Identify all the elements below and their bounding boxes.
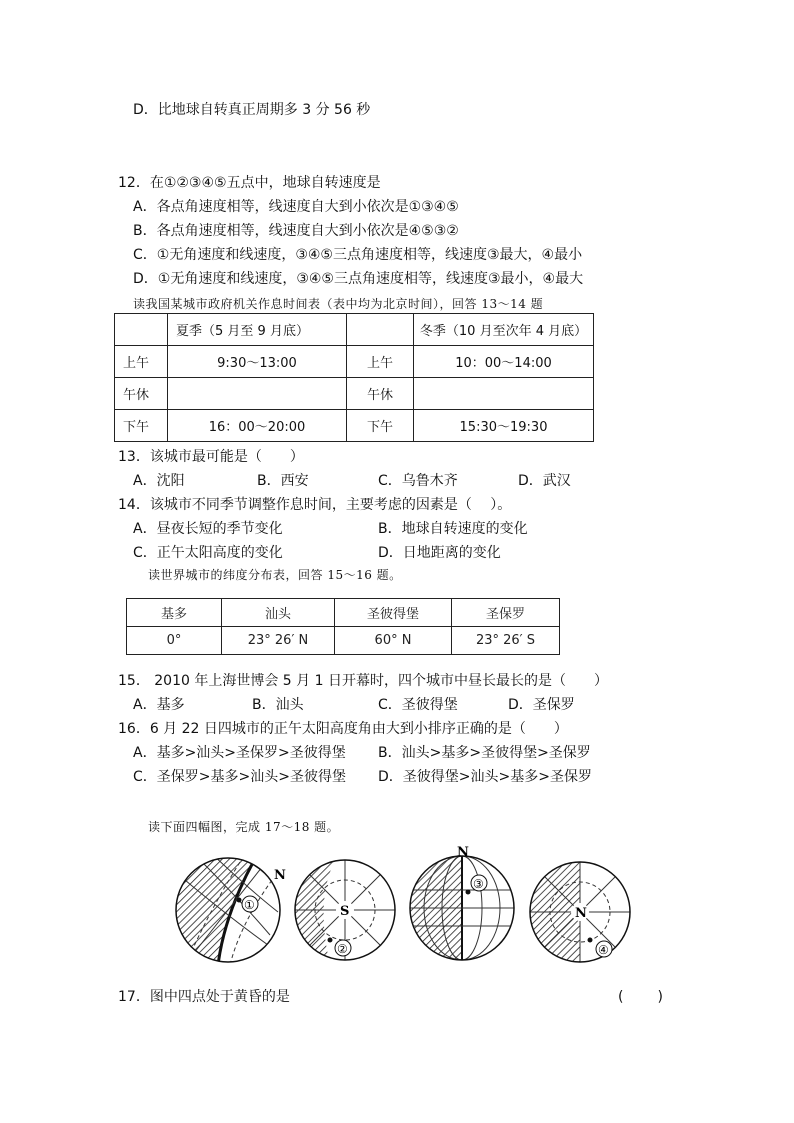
q16-option-d: D．圣彼得堡>汕头>基多>圣保罗: [378, 769, 592, 785]
q16-option-c: C．圣保罗>基多>汕头>圣彼得堡: [133, 769, 346, 785]
city-name: 基多: [127, 599, 222, 627]
table-row: [115, 314, 594, 346]
q12-option-c: C．①无角速度和线速度，③④⑤三点角速度相等，线速度③最大，④最小: [133, 247, 583, 263]
city-name: 圣保罗: [452, 599, 560, 627]
row-label: 下午: [347, 410, 414, 442]
q17-answer-bracket: ( ): [618, 989, 665, 1005]
q15-option-c: C．圣彼得堡: [378, 697, 458, 713]
city-latitude: 0°: [127, 627, 222, 655]
q12-stem: 12．在①②③④⑤五点中，地球自转速度是: [118, 175, 381, 191]
table-cell-empty: [347, 314, 414, 346]
summer-time: 9:30～13:00: [168, 346, 347, 378]
latitude-table: [126, 598, 560, 655]
globe-2: [295, 860, 395, 965]
q16-option-a: A．基多>汕头>圣保罗>圣彼得堡: [133, 745, 346, 761]
latitude-note: 读世界城市的纬度分布表，回答 15～16 题。: [148, 568, 402, 582]
globe-3-point-label: ③: [473, 877, 484, 891]
q15-option-a: A．基多: [133, 697, 185, 713]
q13-option-a: A．沈阳: [133, 473, 185, 489]
globe-1: [176, 850, 286, 965]
winter-time: 10：00～14:00: [414, 346, 594, 378]
figure-note: 读下面四幅图，完成 17～18 题。: [148, 820, 340, 834]
globe-3: [408, 845, 514, 964]
q15-option-b: B．汕头: [252, 697, 304, 713]
city-name: 圣彼得堡: [335, 599, 452, 627]
city-latitude: 60° N: [335, 627, 452, 655]
city-latitude: 23° 26′ S: [452, 627, 560, 655]
city-name: 汕头: [222, 599, 335, 627]
row-label: 午休: [115, 378, 168, 410]
globe-3-north-label: N: [457, 845, 469, 860]
q14-option-b: B．地球自转速度的变化: [378, 521, 528, 537]
q12-option-a: A．各点角速度相等，线速度自大到小依次是①③④⑤: [133, 199, 459, 215]
summer-header: 夏季（5 月至 9 月底）: [168, 314, 347, 346]
table-row: [127, 627, 560, 655]
q13-option-b: B．西安: [257, 473, 309, 489]
prev-option-d: D．比地球自转真正周期多 3 分 56 秒: [133, 102, 371, 118]
q14-option-a: A．昼夜长短的季节变化: [133, 521, 283, 537]
q12-option-d: D．①无角速度和线速度，③④⑤三点角速度相等，线速度③最小，④最大: [133, 271, 584, 287]
row-label: 上午: [347, 346, 414, 378]
q14-stem: 14．该城市不同季节调整作息时间，主要考虑的因素是（ ）。: [118, 497, 512, 513]
city-latitude: 23° 26′ N: [222, 627, 335, 655]
row-label: 下午: [115, 410, 168, 442]
globe-figures: [170, 840, 650, 970]
globe-4-point-label: ④: [598, 943, 609, 957]
q12-option-b: B．各点角速度相等，线速度自大到小依次是④⑤③②: [133, 223, 459, 239]
table-row: [115, 378, 594, 410]
globe-2-south-label: S: [340, 904, 350, 919]
q15-option-d: D．圣保罗: [508, 697, 575, 713]
row-label: 上午: [115, 346, 168, 378]
summer-time: 16：00～20:00: [168, 410, 347, 442]
row-label: 午休: [347, 378, 414, 410]
globe-4: [530, 862, 630, 962]
summer-time: [168, 378, 347, 410]
globe-1-point-label: ①: [244, 898, 255, 912]
q16-stem: 16．6 月 22 日四城市的正午太阳高度角由大到小排序正确的是（ ）: [118, 721, 568, 737]
table-row: [115, 346, 594, 378]
q13-stem: 13．该城市最可能是（ ）: [118, 449, 304, 465]
schedule-table: [114, 313, 594, 442]
globe-1-north-label: N: [274, 868, 286, 883]
q16-option-b: B．汕头>基多>圣彼得堡>圣保罗: [378, 745, 591, 761]
globe-2-point-label: ②: [337, 942, 348, 956]
winter-time: [414, 378, 594, 410]
globe-4-north-label: N: [575, 906, 587, 921]
q13-option-c: C．乌鲁木齐: [378, 473, 458, 489]
table-cell-empty: [115, 314, 168, 346]
q15-stem: 15． 2010 年上海世博会 5 月 1 日开幕时，四个城市中昼长最长的是（ ）: [118, 673, 608, 689]
winter-time: 15:30～19:30: [414, 410, 594, 442]
schedule-note: 读我国某城市政府机关作息时间表（表中均为北京时间），回答 13～14 题: [133, 297, 544, 311]
q14-option-c: C．正午太阳高度的变化: [133, 545, 283, 561]
table-row: [115, 410, 594, 442]
q13-option-d: D．武汉: [518, 473, 571, 489]
winter-header: 冬季（10 月至次年 4 月底）: [414, 314, 594, 346]
q17-stem: 17．图中四点处于黄昏的是: [118, 989, 290, 1005]
table-row: [127, 599, 560, 627]
q14-option-d: D．日地距离的变化: [378, 545, 501, 561]
